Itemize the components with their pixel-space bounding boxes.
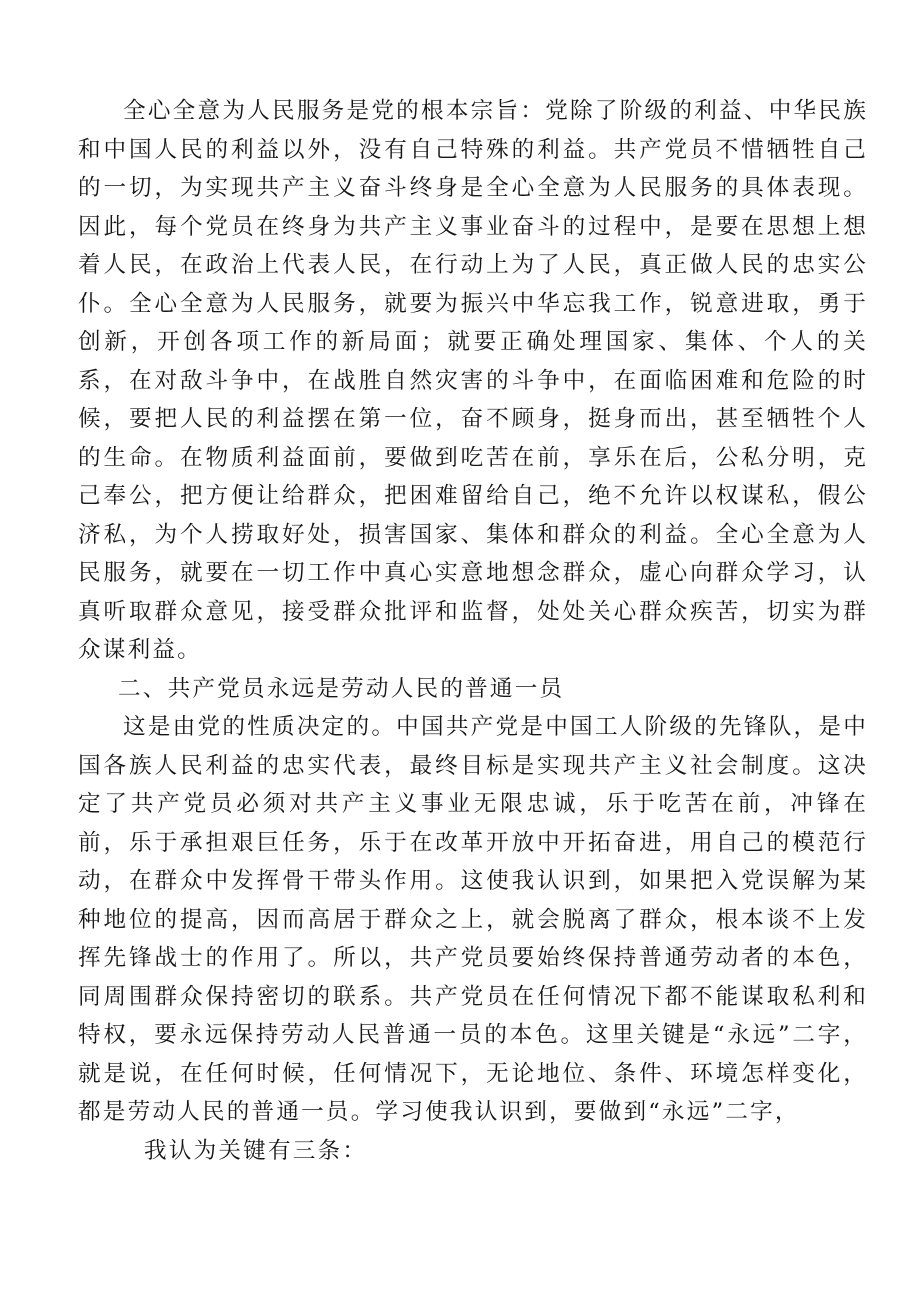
paragraph-three-points: 我认为关键有三条：: [144, 1137, 368, 1164]
paragraph-party-nature: 这是由党的性质决定的。中国共产党是中国工人阶级的先锋队，是中国各族人民利益的忠实代表，最终目标是实现共产主义社会制度。这决定了共产党员必须对共产主义事业无限忠诚，乐于吃苦在前，冲锋在前，乐于承担艰巨任务，乐于在改革开放中开拓奋进，用自己的模范行动，在群众中发挥骨干带头作用。这使我认识到，如果把入党误解为某种地位的提高，因而高居于群众之上，就会脱离了群众，根本谈不上发挥先锋战士的作用了。所以，共产党员要始终保持普通劳动者的本色，同周围群众保持密切的联系。共产党员在任何情况下都不能谋取私利和特权，要永远保持劳动人民普通一员的本色。这里关键是“永远”二字，就是说，在任何时候，任何情况下，无论地位、条件、环境怎样变化，都是劳动人民的普通一员。学习使我认识到，要做到“永远”二字，: [78, 714, 868, 1125]
document-body: [78, 92, 868, 1170]
paragraph-purpose: 全心全意为人民服务是党的根本宗旨：党除了阶级的利益、中华民族和中国人民的利益以外，没有自己特殊的利益。共产党员不惜牺牲自己的一切，为实现共产主义奋斗终身是全心全意为人民服务的具体表现。因此，每个党员在终身为共产主义事业奋斗的过程中，是要在思想上想着人民，在政治上代表人民，在行动上为了人民，真正做人民的忠实公仆。全心全意为人民服务，就要为振兴中华忘我工作，锐意进取，勇于创新，开创各项工作的新局面；就要正确处理国家、集体、个人的关系，在对敌斗争中，在战胜自然灾害的斗争中，在面临困难和危险的时候，要把人民的利益摆在第一位，奋不顾身，挺身而出，甚至牺牲个人的生命。在物质利益面前，要做到吃苦在前，享乐在后，公私分明，克己奉公，把方便让给群众，把困难留给自己，绝不允许以权谋私，假公济私，为个人捞取好处，损害国家、集体和群众的利益。全心全意为人民服务，就要在一切工作中真心实意地想念群众，虚心向群众学习，认真听取群众意见，接受群众批评和监督，处处关心群众疾苦，切实为群众谋利益。: [78, 98, 868, 663]
section-heading: 二、共产党员永远是劳动人民的普通一员: [118, 675, 565, 702]
